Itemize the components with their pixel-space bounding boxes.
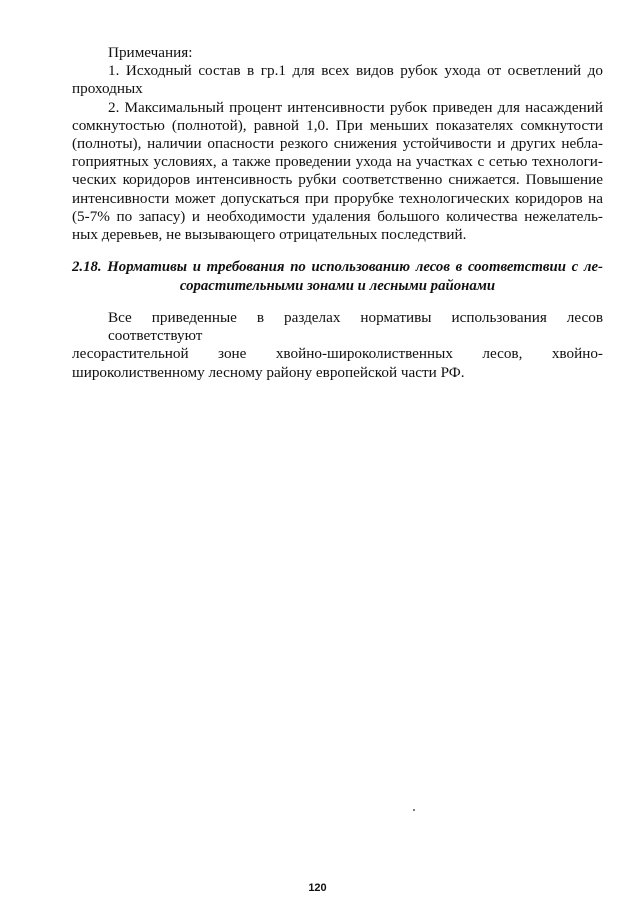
note-1-line-2: проходных: [72, 80, 143, 98]
note-2-line-3: (полноты), наличии опасности резкого снижения устойчивости и других небла-: [72, 135, 603, 153]
scan-speck: [413, 809, 415, 811]
note-2-line-4: гоприятных условиях, а также проведении ухода на участках с сетью технологи-: [72, 153, 603, 171]
body-line-2: лесорастительной зоне хвойно-широколиственных лесов, хвойно-: [72, 345, 603, 363]
body-line-3: широколиственному лесному району европейской части РФ.: [72, 363, 465, 381]
body-line-1: Все приведенные в разделах нормативы использования лесов соответствуют: [108, 309, 603, 345]
section-body: [72, 309, 603, 382]
note-2-line-5: ческих коридоров интенсивность рубки соответственно снижается. Повышение: [72, 171, 603, 189]
note-2-line-7: (5-7% по запасу) и необходимости удаления большого количества нежелатель-: [72, 207, 603, 225]
section-heading-line-2: сорастительными зонами и лесными районами: [179, 277, 496, 294]
section-heading: [72, 258, 603, 295]
note-2-line-1: 2. Максимальный процент интенсивности рубок приведен для насаждений: [108, 98, 603, 116]
section-heading-line-1: 2.18. Нормативы и требования по использованию лесов в соответствии с ле-: [72, 259, 603, 275]
note-2-line-8: ных деревьев, не вызывающего отрицательных последствий.: [72, 226, 467, 244]
page-number: 120: [308, 882, 327, 894]
notes-section: [72, 44, 603, 244]
note-2-line-6: интенсивности может допускаться при прорубке технологических коридоров на: [72, 189, 603, 207]
note-1-line-1: 1. Исходный состав в гр.1 для всех видов рубок ухода от осветлений до: [108, 62, 603, 80]
note-2-line-2: сомкнутостью (полнотой), равной 1,0. При меньших показателях сомкнутости: [72, 116, 603, 134]
notes-title: Примечания:: [108, 44, 193, 61]
